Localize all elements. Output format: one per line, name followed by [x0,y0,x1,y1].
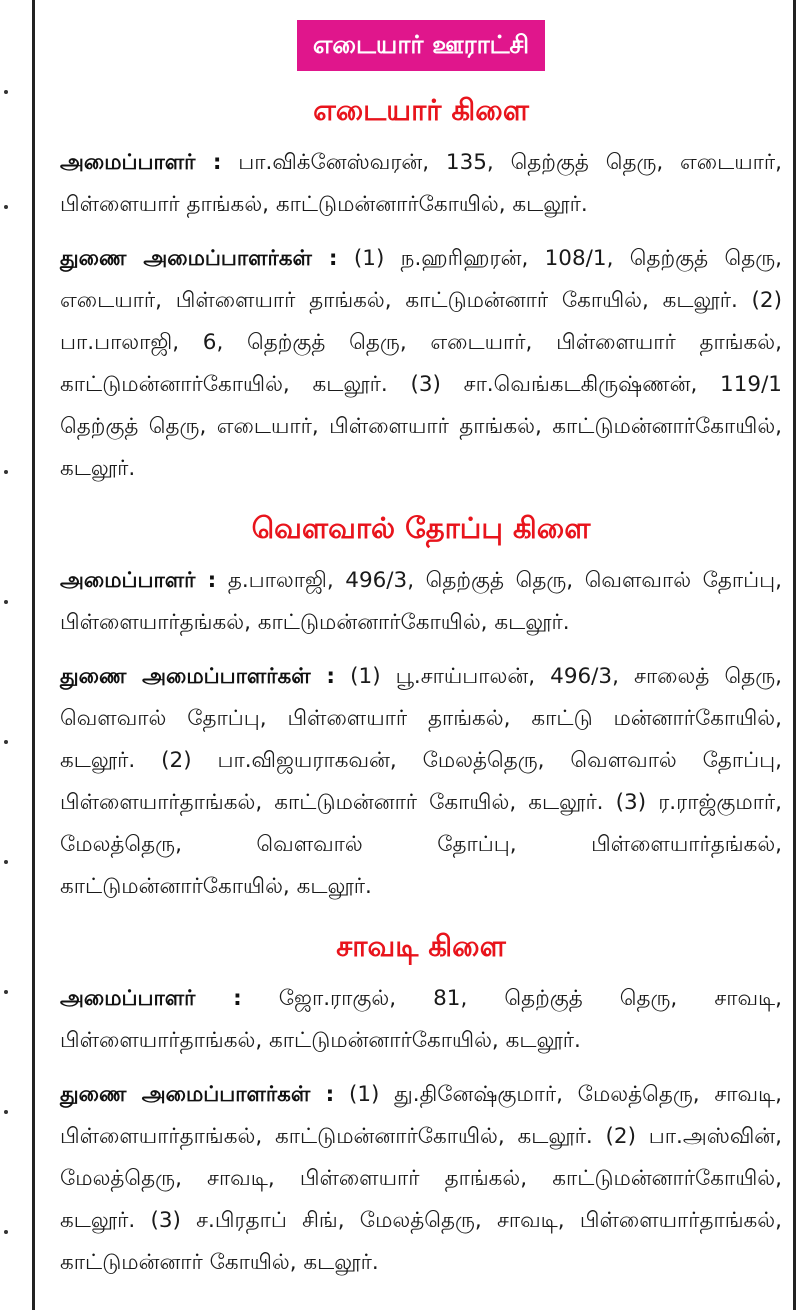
secretary-label: அமைப்பாளர் : [60,986,242,1011]
branch-title: சாவடி கிளை [336,929,506,963]
article-content [60,10,782,1296]
deputies-paragraph [60,238,782,490]
secretary-paragraph [60,142,782,226]
deputies-text: (1) து.தினேஷ்குமார், மேலத்தெரு, சாவடி, பிள்ளையார்தாங்கல், காட்டுமன்னார்கோயில், கடலூர். (2) பா.அஸ்வின், மேலத்தெரு, சாவடி, பிள்ளையார் தாங்கல், காட்டுமன்னார்கோயில், கடலூர். (3) ச.பிரதாப் சிங், மேலத்தெரு, சாவடி, பிள்ளையார்தாங்கல், காட்டுமன்னார் கோயில், கடலூர். [60,1082,782,1275]
deputies-label: துணை அமைப்பாளர்கள் : [60,664,336,689]
branch-title: வெளவால் தோப்பு கிளை [251,511,591,545]
deputies-paragraph [60,1074,782,1284]
banner-wrap [60,20,782,72]
secretary-text: ஜோ.ராகுல், 81, தெற்குத் தெரு, சாவடி, பிள்ளையார்தாங்கல், காட்டுமன்னார்கோயில், கடலூர். [60,986,782,1053]
secretary-paragraph [60,978,782,1062]
deputies-text: (1) பூ.சாய்பாலன், 496/3, சாலைத் தெரு, வெளவால் தோப்பு, பிள்ளையார் தாங்கல், காட்டு மன்னார்கோயில், கடலூர். (2) பா.விஜயராகவன், மேலத்தெரு, வெளவால் தோப்பு, பிள்ளையார்தாங்கல், காட்டுமன்னார் கோயில், கடலூர். (3) ர.ராஜ்குமார், மேலத்தெரு, வெளவால் தோப்பு, பிள்ளையார்தங்கல், காட்டுமன்னார்கோயில், கடலூர். [60,664,782,899]
left-margin-dots [0,0,14,1295]
branch-section [60,926,782,1284]
secretary-text: த.பாலாஜி, 496/3, தெற்குத் தெரு, வெளவால் தோப்பு, பிள்ளையார்தங்கல், காட்டுமன்னார்கோயில், கடலூர். [60,568,782,635]
secretary-label: அமைப்பாளர் : [60,568,217,593]
branch-section [60,90,782,490]
secretary-paragraph [60,560,782,644]
branch-section [60,508,782,908]
deputies-label: துணை அமைப்பாளர்கள் : [60,246,338,271]
deputies-label: துணை அமைப்பாளர்கள் : [60,1082,335,1107]
branch-title: எடையார் கிளை [313,93,529,127]
secretary-text: பா.விக்னேஸ்வரன், 135, தெற்குத் தெரு, எடையார், பிள்ளையார் தாங்கல், காட்டுமன்னார்கோயில், கடலூர். [60,150,782,217]
deputies-text: (1) ந.ஹரிஹரன், 108/1, தெற்குத் தெரு, எடையார், பிள்ளையார் தாங்கல், காட்டுமன்னார் கோயில், கடலூர். (2) பா.பாலாஜி, 6, தெற்குத் தெரு, எடையார், பிள்ளையார் தாங்கல், காட்டுமன்னார்கோயில், கடலூர். (3) சா.வெங்கடகிருஷ்ணன், 119/1 தெற்குத் தெரு, எடையார், பிள்ளையார் தாங்கல், காட்டுமன்னார்கோயில், கடலூர். [60,246,782,481]
secretary-label: அமைப்பாளர் : [60,150,222,175]
deputies-paragraph [60,656,782,908]
panchayat-banner: எடையார் ஊராட்சி [297,20,545,71]
